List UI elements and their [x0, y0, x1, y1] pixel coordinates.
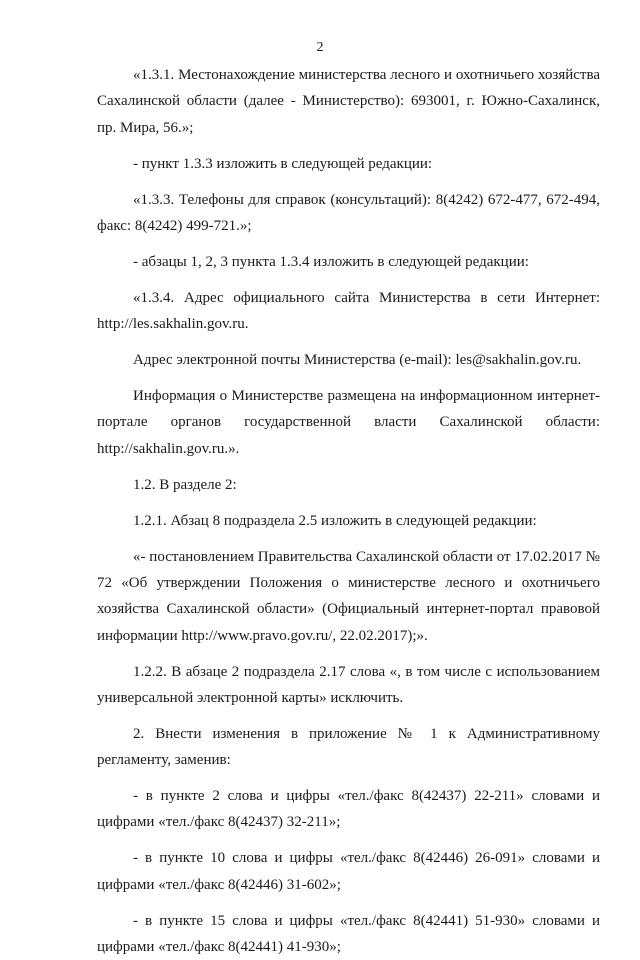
paragraph: «- постановлением Правительства Сахалинской области от 17.02.2017 № 72 «Об утверждении Положения о министерстве лесного и охотничьего хозяйства Сахалинской области» (Официальный интернет-портал правовой информации http://www.pravo.gov.ru/, 22.02.2017);».	[97, 548, 600, 644]
paragraph: 2. Внести изменения в приложение № 1 к Административному регламенту, заменив:	[97, 725, 600, 769]
paragraph: «1.3.1. Местонахождение министерства лесного и охотничьего хозяйства Сахалинской области (далее - Министерство): 693001, г. Южно-Сахалинск, пр. Мира, 56.»;	[97, 67, 600, 136]
paragraph: «1.3.3. Телефоны для справок (консультаций): 8(4242) 672-477, 672-494, факс: 8(4242) 499-721.»;	[97, 191, 600, 234]
paragraph: Адрес электронной почты Министерства (e-mail): les@sakhalin.gov.ru.	[133, 352, 582, 369]
paragraph: «1.3.4. Адрес официального сайта Министерства в сети Интернет: http://les.sakhalin.gov.ru.	[97, 289, 600, 333]
paragraph: Информация о Министерстве размещена на информационном интернет-портале органов государственной власти Сахалинской области: http://sakhalin.gov.ru.».	[97, 388, 600, 457]
page-number: 2	[316, 40, 324, 55]
paragraph: - в пункте 10 слова и цифры «тел./факс 8(42446) 26-091» словами и цифрами «тел./факс 8(42446) 31-602»;	[97, 850, 600, 893]
paragraph: 1.2.1. Абзац 8 подраздела 2.5 изложить в следующей редакции:	[133, 512, 537, 529]
paragraph: 1.2. В разделе 2:	[133, 476, 237, 493]
paragraph: - пункт 1.3.3 изложить в следующей редакции:	[133, 155, 433, 172]
document-body	[97, 62, 600, 960]
paragraph: 1.2.2. В абзаце 2 подраздела 2.17 слова «, в том числе с использованием универсальной электронной карты» исключить.	[97, 663, 600, 706]
paragraph: - абзацы 1, 2, 3 пункта 1.3.4 изложить в следующей редакции:	[133, 253, 529, 270]
paragraph: - в пункте 2 слова и цифры «тел./факс 8(42437) 22-211» словами и цифрами «тел./факс 8(42437) 32-211»;	[97, 788, 600, 831]
paragraph: - в пункте 15 слова и цифры «тел./факс 8(42441) 51-930» словами и цифрами «тел./факс 8(42441) 41-930»;	[97, 912, 600, 955]
